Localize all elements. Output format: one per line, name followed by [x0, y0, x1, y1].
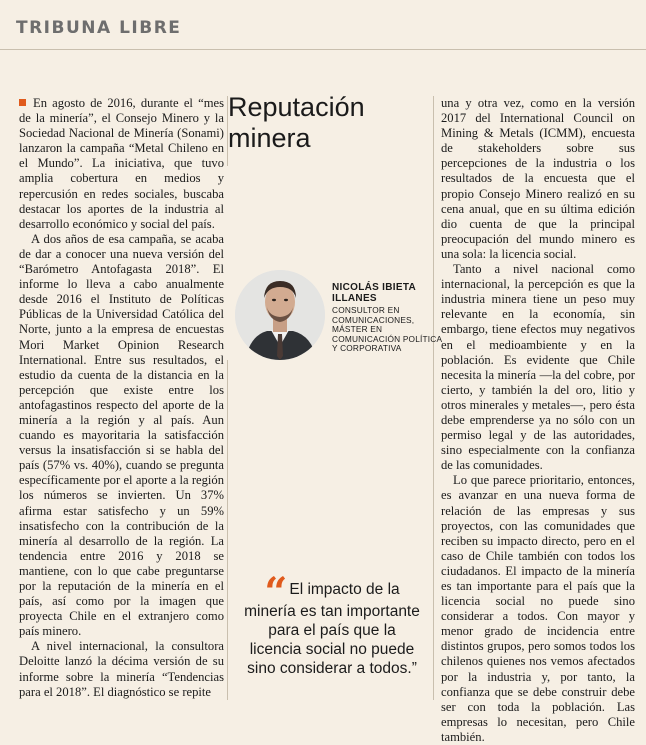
- article-column-3: [441, 96, 635, 745]
- paragraph: una y otra vez, como en la versión 2017 del International Council on Mining & Metals (ICMM), encuesta de stakeholders sobre sus percepciones de la industria o los resultados de la encuesta que el propio Consejo Minero realizó en su cena anual, que en su última edición dio cuenta de que la principal preocupación del mundo minero es una sola: la licencia social.: [441, 96, 635, 261]
- section-header: TRIBUNA LIBRE: [16, 18, 182, 38]
- paragraph: A dos años de esa campaña, se acaba de dar a conocer una nueva versión del “Barómetro Antofagasta 2018”. El informe lo lleva a cabo anualmente desde 2016 el Instituto de Políticas Públicas de la Universidad Católica del Norte, junto a la empresa de encuestas Mori Market Opinion Research International. Entre sus resultados, el estudio da cuenta de la distancia en la percepción que existe entre los antofagastinos respecto del aporte de la minería a la región y al país. Aun cuando es mayoritaria la satisfacción versus la insatisfacción si se habla del país (57% vs. 40%), cuando se pregunta específicamente por el aporte a la región los números se invierten. Un 37% afirma estar satisfecho y un 59% insatisfecho con la contribución de la minería al desarrollo de la región. La tendencia entre 2016 y 2018 se mantiene, con lo que cabe preguntarse por la reputación de la minería en el país, así como por la imagen que proyecta Chile en el extranjero como país minero.: [19, 231, 224, 639]
- author-role: CONSULTOR EN COMUNICACIONES, MÁSTER EN COMUNICACIÓN POLÍTICA Y CORPORATIVA: [332, 305, 442, 353]
- author-photo: [235, 270, 325, 360]
- pull-quote-text: El impacto de la minería es tan importante para el país que la licencia social no puede sino considerar a todos.”: [244, 581, 420, 677]
- square-bullet-icon: [19, 99, 26, 106]
- paragraph: [19, 96, 224, 232]
- paragraph: Lo que parece prioritario, entonces, es avanzar en una nueva forma de relación de las empresas y sus proyectos, con las comunidades que reciben su impacto directo, pero en el caso de Chile también con todos los ciudadanos. El impacto de la minería es tan importante para el país que la licencia social no puede sino considerar a todos. Con mayor y menor grado de incidencia entre distintos grupos, pero somos todos los chilenos quienes nos vemos afectados por la industria y, por tanto, la confianza que se debe construir debe ser con toda la población. Las empresas lo necesitan, pero Chile también.: [441, 473, 635, 744]
- open-quote-icon: “: [264, 569, 288, 616]
- header-rule: [0, 49, 646, 50]
- author-portrait-image: [235, 270, 325, 360]
- column-divider: [433, 96, 434, 700]
- paragraph-text: En agosto de 2016, durante el “mes de la minería”, el Consejo Minero y la Sociedad Nacional de Minería (Sonami) lanzaron la campaña “Metal Chileno en el Mundo”. La iniciativa, que tuvo amplia cobertura en medios y repercusión en redes sociales, buscaba destacar los aportes de la industria al desarrollo económico y social del país.: [19, 96, 224, 231]
- paragraph: A nivel internacional, la consultora Deloitte lanzó la décima versión de su informe sobre la minería “Tendencias para el 2018”. El diagnóstico se repite: [19, 639, 224, 699]
- pull-quote: [244, 569, 420, 678]
- article-column-1: [19, 96, 224, 700]
- author-name: NICOLÁS IBIETA ILLANES: [332, 282, 416, 304]
- author-byline: [332, 282, 442, 354]
- paragraph: Tanto a nivel nacional como internacional, la percepción es que la industria minera tiene un peso muy relevante en la economía, sin embargo, tiene efectos muy negativos en el medioambiente y en la población. Es evidente que Chile necesita la minería —la del cobre, por cierto, y también la del oro, litio y otros minerales y metales—, pero ésta debe emprenderse ya no sólo con un permiso legal y de las autoridades, sino especialmente con la confianza de las comunidades.: [441, 262, 635, 473]
- column-divider: [227, 360, 228, 700]
- article-title: Reputación minera: [228, 92, 365, 153]
